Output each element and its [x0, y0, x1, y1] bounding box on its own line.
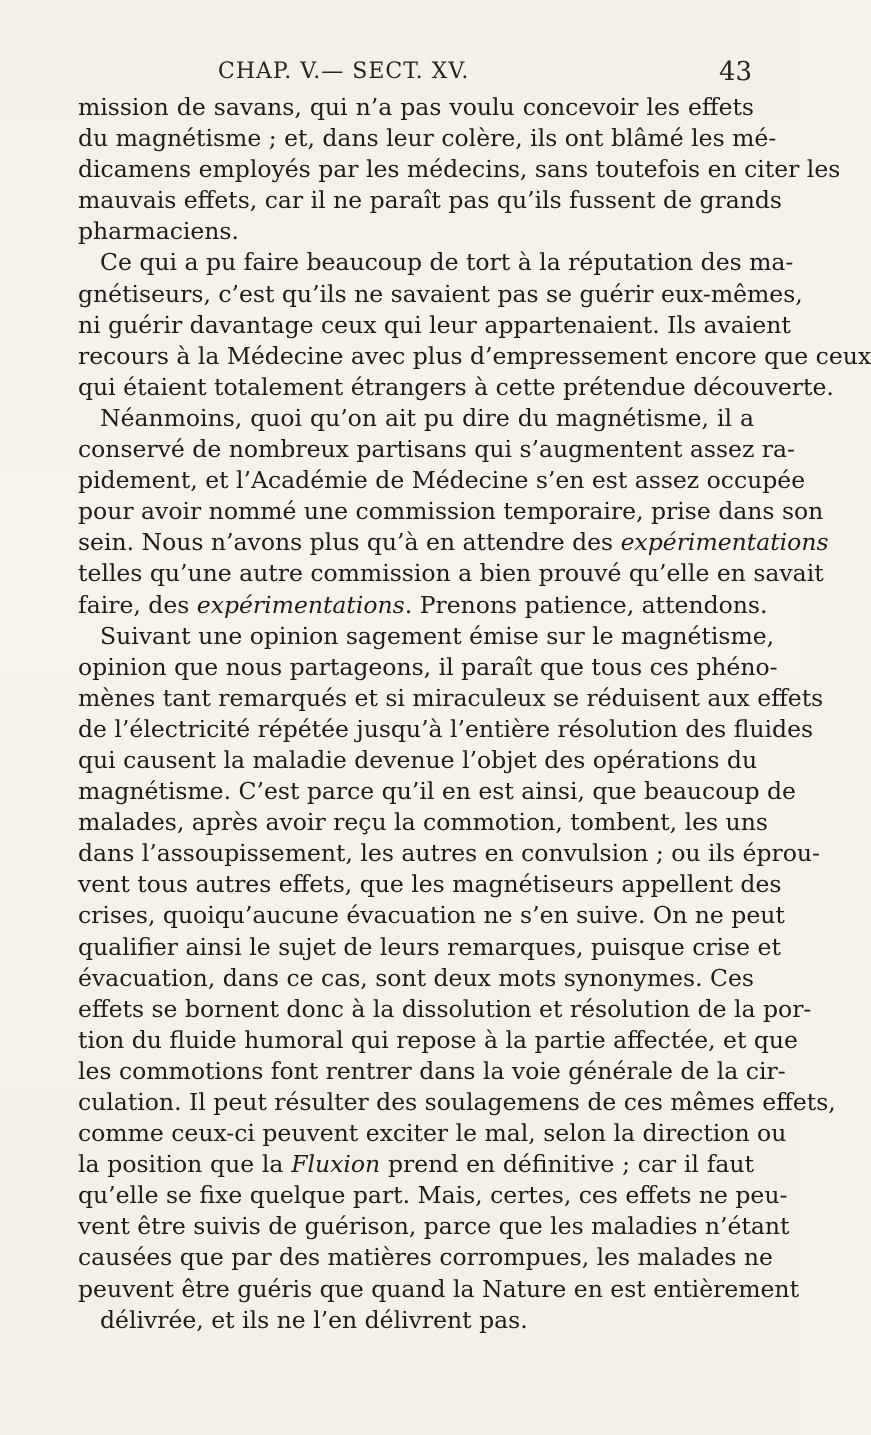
text-segment: causées que par des matières corrompues, les malades ne [78, 1243, 773, 1272]
text-segment: culation. Il peut résulter des soulagemens de ces mêmes effets, [78, 1088, 836, 1116]
text-segment: dans l’assoupissement, les autres en convulsion ; ou ils éprou- [78, 839, 820, 868]
text-line [78, 932, 781, 963]
text-line [78, 590, 768, 621]
text-segment: faire, des [78, 590, 197, 619]
text-segment: gnétiseurs, c’est qu’ils ne savaient pas se guérir eux-mêmes, [78, 279, 803, 308]
text-line [78, 994, 812, 1025]
text-line [78, 434, 795, 465]
text-segment: dicamens employés par les médecins, sans toutefois en citer les [78, 155, 841, 184]
text-line [78, 465, 806, 496]
text-line [78, 963, 754, 994]
text-segment: Ce qui a pu faire beaucoup de tort à la réputation des ma- [100, 248, 794, 277]
text-segment: ni guérir davantage ceux qui leur appartenaient. Ils avaient [78, 310, 791, 339]
text-segment: évacuation, dans ce cas, sont deux mots synonymes. Ces [78, 963, 754, 992]
text-line [78, 838, 820, 869]
text-line [78, 1025, 798, 1056]
text-line [78, 310, 791, 341]
text-segment: telles qu’une autre commission a bien prouvé qu’elle en savait [78, 559, 824, 588]
text-line [78, 714, 814, 745]
text-segment: qualifier ainsi le sujet de leurs remarques, puisque crise et [78, 932, 781, 961]
text-segment: malades, après avoir reçu la commotion, tombent, les uns [78, 808, 768, 837]
text-segment: qui étaient totalement étrangers à cette prétendue découverte. [78, 372, 834, 401]
text-line [78, 1242, 773, 1273]
text-line [78, 1211, 790, 1242]
text-line [78, 776, 796, 807]
text-segment: mènes tant remarqués et si miraculeux se réduisent aux effets [78, 683, 824, 712]
text-line [78, 869, 782, 900]
text-segment: crises, quoiqu’aucune évacuation ne s’en suive. On ne peut [78, 901, 785, 930]
text-line [78, 558, 824, 589]
text-line [78, 1118, 787, 1149]
page-number: 43 [719, 57, 753, 87]
text-line [78, 185, 782, 216]
text-segment: recours à la Médecine avec plus d’empressement encore que ceux [78, 341, 871, 370]
text-line [78, 900, 785, 931]
text-segment: . Prenons patience, attendons. [404, 590, 768, 619]
italic-term: Fluxion [291, 1150, 381, 1179]
text-segment: qui causent la maladie devenue l’objet des opérations du [78, 745, 758, 774]
body-text [78, 92, 871, 1336]
text-line [78, 92, 754, 123]
text-segment: Suivant une opinion sagement émise sur le magnétisme, [100, 621, 775, 650]
text-segment: sein. Nous n’avons plus qu’à en attendre des [78, 528, 621, 557]
text-segment: de l’électricité répétée jusqu’à l’entière résolution des fluides [78, 714, 814, 743]
text-segment: délivrée, et ils ne l’en délivrent pas. [100, 1305, 528, 1334]
text-line [78, 1305, 754, 1336]
text-segment: Néanmoins, quoi qu’on ait pu dire du magnétisme, il a [100, 403, 754, 432]
text-line [78, 123, 777, 154]
text-line [78, 279, 803, 310]
text-line [78, 1149, 754, 1180]
text-segment: du magnétisme ; et, dans leur colère, ils ont blâmé les mé- [78, 124, 777, 153]
text-segment: qu’elle se fixe quelque part. Mais, certes, ces effets ne peu- [78, 1181, 788, 1210]
text-line [78, 403, 754, 434]
text-line [78, 1056, 786, 1087]
text-line [78, 807, 768, 838]
text-segment: vent être suivis de guérison, parce que les maladies n’étant [78, 1212, 790, 1241]
running-head [0, 55, 800, 91]
text-segment: peuvent être guéris que quand la Nature en est entièrement [78, 1274, 800, 1303]
text-segment: la position que la [78, 1150, 292, 1179]
text-line [78, 1180, 788, 1211]
text-line [78, 247, 794, 278]
text-segment: pour avoir nommé une commission temporaire, prise dans son [78, 497, 824, 526]
chapter-section-heading: CHAP. V.— SECT. XV. [218, 59, 470, 84]
italic-term: expérimentations [196, 590, 405, 619]
text-segment: pidement, et l’Académie de Médecine s’en est assez occupée [78, 466, 806, 495]
text-segment: mission de savans, qui n’a pas voulu concevoir les effets [78, 93, 754, 121]
text-segment: pharmaciens. [78, 217, 239, 246]
text-line [78, 216, 754, 247]
text-line [78, 683, 824, 714]
text-segment: tion du fluide humoral qui repose à la partie affectée, et que [78, 1025, 798, 1054]
text-segment: opinion que nous partageons, il paraît que tous ces phéno- [78, 652, 778, 681]
text-line [78, 372, 834, 403]
text-segment: effets se bornent donc à la dissolution et résolution de la por- [78, 994, 812, 1023]
text-line [78, 652, 778, 683]
text-line [78, 496, 824, 527]
italic-term: expérimentations [620, 528, 829, 557]
text-line [78, 154, 841, 185]
text-segment: les commotions font rentrer dans la voie générale de la cir- [78, 1056, 786, 1085]
text-segment: comme ceux-ci peuvent exciter le mal, selon la direction ou [78, 1119, 787, 1148]
text-line [78, 1274, 800, 1305]
text-line [78, 1087, 836, 1118]
text-line [78, 527, 829, 558]
text-segment: prend en définitive ; car il faut [380, 1150, 754, 1179]
text-line [78, 745, 758, 776]
text-line [78, 341, 871, 372]
text-segment: conservé de nombreux partisans qui s’augmentent assez ra- [78, 435, 795, 464]
text-segment: magnétisme. C’est parce qu’il en est ainsi, que beaucoup de [78, 777, 796, 806]
text-segment: mauvais effets, car il ne paraît pas qu’ils fussent de grands [78, 186, 782, 215]
text-line [78, 621, 775, 652]
text-segment: vent tous autres effets, que les magnétiseurs appellent des [78, 870, 782, 899]
